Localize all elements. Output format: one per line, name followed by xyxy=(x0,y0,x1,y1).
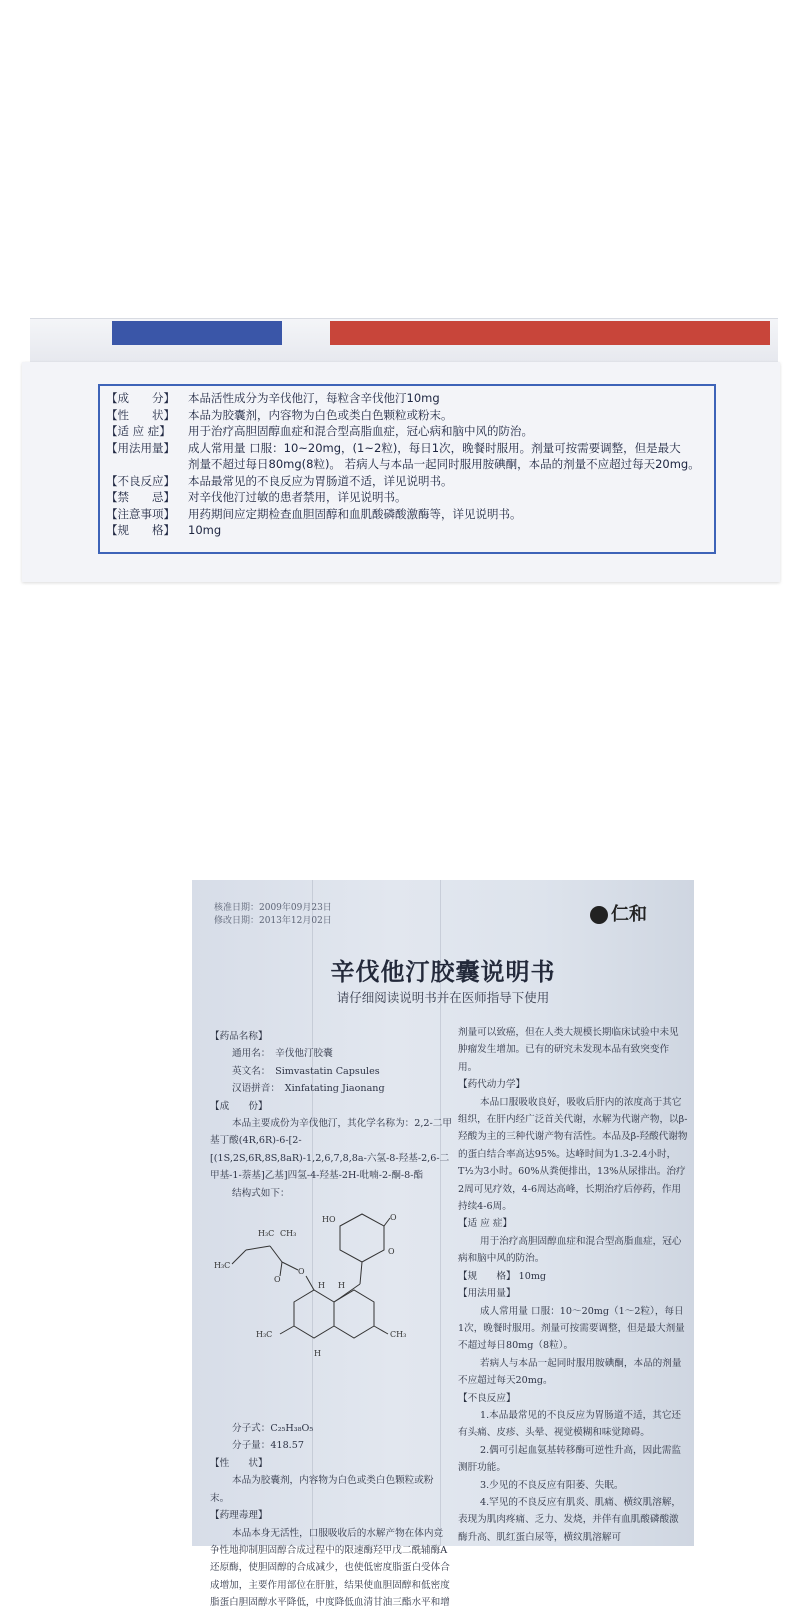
svg-text:H₃C: H₃C xyxy=(258,1229,275,1239)
row-label: 【成 分】 xyxy=(106,391,175,405)
adverse-item: 1.本品最常见的不良反应为胃肠道不适，其它还有头痛、皮疹、头晕、视觉模糊和味觉障碍。 xyxy=(458,1409,682,1439)
section-heading-toxicology: 【药理毒理】 xyxy=(210,1510,268,1522)
molecular-weight: 分子量：418.57 xyxy=(232,1440,304,1452)
character-text: 本品为胶囊剂，内容物为白色或类白色颗粒或粉末。 xyxy=(210,1475,434,1504)
section-heading-pharmacokinetics: 【药代动力学】 xyxy=(458,1079,526,1091)
composition-text: 本品主要成份为辛伐他汀，其化学名称为：2,2-二甲基丁酸(4R,6R)-6-[2-[(1S,2S,6R,8S,8aR)-1,2,6,7,8,8a-六氢-8-羟基-2,6-二甲基-1-萘基]乙基]四氢-4-羟基-2H-吡喃-2-酮-8-酯 xyxy=(210,1118,452,1182)
row-text: 用于治疗高胆固醇血症和混合型高脂血症，冠心病和脑中风的防治。 xyxy=(188,424,533,438)
row-label: 【规 格】 xyxy=(106,523,175,537)
svg-text:CH₃: CH₃ xyxy=(280,1229,297,1239)
box-row-contraindication xyxy=(106,489,708,506)
row-text: 本品为胶囊剂，内容物为白色或类白色颗粒或粉末。 xyxy=(188,407,453,422)
row-text: 用药期间应定期检查血胆固醇和血肌酸磷酸激酶等，详见说明书。 xyxy=(188,506,522,521)
box-top-edge xyxy=(30,318,778,363)
revision-date: 修改日期：2013年12月02日 xyxy=(214,916,332,926)
row-text: 成人常用量 口服：10~20mg，(1~2粒)，每日1次，晚餐时服用。剂量可按需要调整，但是最大 xyxy=(188,440,681,455)
pharmacokinetics-text: 本品口服吸收良好，吸收后肝内的浓度高于其它组织，在肝内经广泛首关代谢，水解为代谢产物，以β-羟酸为主的三种代谢产物有活性。本品及β-羟酸代谢物的蛋白结合率高达95%。达峰时间为1.3-2.4小时，T½为3小时。60%从粪便排出，13%从尿排出。治疗2周可见疗效，4-6周达高峰，长期治疗后停药，作用持续4-6周。 xyxy=(458,1096,688,1213)
row-label: 【注意事项】 xyxy=(106,506,175,521)
box-row-character xyxy=(106,407,708,424)
svg-text:H₃C: H₃C xyxy=(256,1330,273,1340)
section-heading-indication: 【适 应 症】 xyxy=(458,1218,513,1230)
usage-text-2: 若病人与本品一起同时服用胺碘酮，本品的剂量不应超过每天20mg。 xyxy=(458,1357,682,1387)
section-heading-character: 【性 状】 xyxy=(210,1457,268,1469)
box-row-precautions xyxy=(106,506,708,523)
box-row-adverse xyxy=(106,473,708,490)
box-row-dosage xyxy=(106,440,708,473)
row-text: 本品活性成分为辛伐他汀，每粒含辛伐他汀10mg xyxy=(188,391,440,405)
box-info-panel xyxy=(98,384,716,554)
svg-text:O: O xyxy=(274,1275,281,1285)
generic-name: 通用名： 辛伐他汀胶囊 xyxy=(232,1048,333,1060)
row-text: 10mg xyxy=(188,523,222,537)
row-text-group xyxy=(188,440,708,473)
package-insert-leaflet xyxy=(192,880,694,1609)
leaflet-title: 辛伐他汀胶囊说明书 xyxy=(330,958,556,986)
brand-name: 仁和 xyxy=(611,904,647,925)
molecular-formula: 分子式：C₂₅H₃₈O₅ xyxy=(232,1423,314,1435)
row-label: 【不良反应】 xyxy=(106,473,175,488)
row-label: 【适 应 症】 xyxy=(106,424,171,438)
leaflet-dates xyxy=(214,902,332,928)
brand-logo xyxy=(590,900,647,926)
leaflet-subtitle: 请仔细阅读说明书并在医师指导下使用 xyxy=(336,990,550,1005)
section-heading-adverse: 【不良反应】 xyxy=(458,1392,516,1404)
svg-text:H₃C: H₃C xyxy=(214,1261,231,1271)
row-text: 对辛伐他汀过敏的患者禁用，详见说明书。 xyxy=(188,490,407,504)
svg-text:H: H xyxy=(318,1281,325,1291)
spec-value: 10mg xyxy=(518,1270,547,1282)
row-text-continued: 剂量不超过每日80mg(8粒)。 若病人与本品一起同时服用胺碘酮，本品的剂量不应超过每天20mg。 xyxy=(188,457,700,471)
section-heading-usage: 【用法用量】 xyxy=(458,1288,516,1300)
chemical-structure-diagram xyxy=(210,1206,452,1420)
adverse-item: 2.偶可引起血氨基转移酶可逆性升高，因此需监测肝功能。 xyxy=(458,1444,682,1474)
svg-text:CH₃: CH₃ xyxy=(390,1330,407,1340)
row-label: 【禁 忌】 xyxy=(106,490,175,504)
section-heading-drug-name: 【药品名称】 xyxy=(210,1031,268,1042)
toxicology-text: 本品本身无活性，口服吸收后的水解产物在体内竞争性地抑制胆固醇合成过程中的限速酶羟甲戊二酰辅酶A还原酶，使胆固醇的合成减少，也使低密度脂蛋白受体合成增加，主要作用部位在肝脏，结果使血胆固醇和低密度脂蛋白胆固醇水平降低，中度降低血清甘油三酯水平和增 xyxy=(210,1527,450,1609)
svg-text:O: O xyxy=(298,1267,305,1277)
box-row-spec xyxy=(106,522,708,539)
continued-text: 剂量可以致癌，但在人类大规模长期临床试验中未见肿瘤发生增加。已有的研究未发现本品有致突变作用。 xyxy=(458,1027,679,1073)
spec-line xyxy=(458,1268,688,1285)
section-heading-composition: 【成 份】 xyxy=(210,1100,268,1112)
box-red-band xyxy=(330,321,770,345)
usage-text: 成人常用量 口服：10～20mg（1～2粒），每日1次，晚餐时服用。剂量可按需要调整，但是最大剂量不超过每日80mg（8粒）。 xyxy=(458,1305,685,1352)
pinyin-name: 汉语拼音： Xinfatating Jiaonang xyxy=(232,1083,385,1095)
leaflet-right-column xyxy=(458,1024,688,1546)
structure-label: 结构式如下： xyxy=(232,1187,290,1199)
box-blue-band xyxy=(112,321,282,345)
english-name: 英文名： Simvastatin Capsules xyxy=(232,1065,380,1077)
indication-text: 用于治疗高胆固醇血症和混合型高脂血症，冠心病和脑中风的防治。 xyxy=(458,1235,682,1265)
box-row-composition xyxy=(106,390,708,407)
adverse-item: 4.罕见的不良反应有肌炎、肌痛、横纹肌溶解，表现为肌肉疼痛、乏力、发烧，并伴有血肌酸磷酸激酶升高、肌红蛋白尿等，横纹肌溶解可 xyxy=(458,1496,682,1543)
svg-text:H: H xyxy=(314,1349,321,1359)
svg-text:H: H xyxy=(338,1281,345,1291)
svg-text:O: O xyxy=(388,1247,395,1257)
brand-mark-icon xyxy=(590,906,608,924)
row-label: 【性 状】 xyxy=(106,407,175,422)
svg-text:O: O xyxy=(390,1213,397,1223)
box-row-indication xyxy=(106,423,708,440)
section-heading-spec: 【规 格】 xyxy=(458,1270,516,1282)
svg-text:HO: HO xyxy=(322,1215,336,1225)
row-label: 【用法用量】 xyxy=(106,440,175,455)
adverse-item: 3.少见的不良反应有阳萎、失眠。 xyxy=(480,1479,624,1491)
leaflet-left-column xyxy=(210,1028,452,1612)
approval-date: 核准日期：2009年09月23日 xyxy=(214,903,332,913)
row-text: 本品最常见的不良反应为胃肠道不适，详见说明书。 xyxy=(188,473,453,488)
